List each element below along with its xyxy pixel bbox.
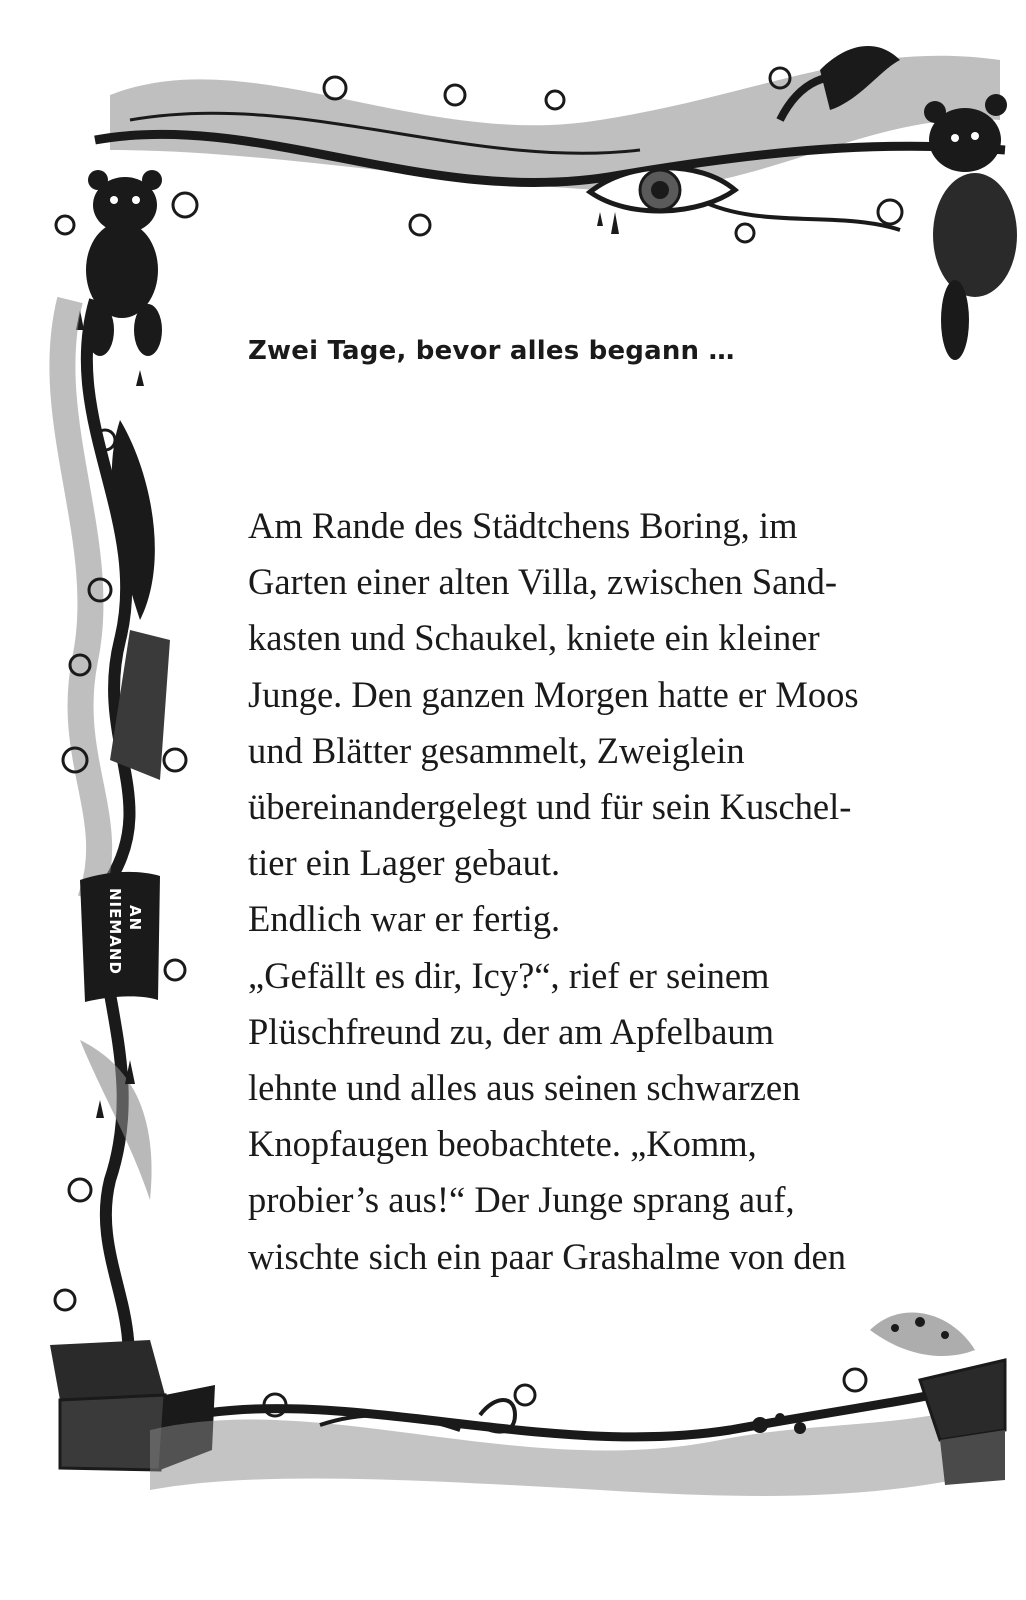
text-line: kasten und Schaukel, kniete ein kleiner	[248, 617, 820, 659]
left-vine-column	[55, 300, 186, 1400]
bottom-vine-band	[150, 1369, 1000, 1496]
text-line: tier ein Lager gebaut.	[248, 842, 561, 884]
text-line: Garten einer alten Villa, zwischen Sand-	[248, 561, 838, 603]
text-line: lehnte und alles aus seinen schwarzen	[248, 1067, 801, 1109]
text-line: Plüschfreund zu, der am Apfelbaum	[248, 1010, 775, 1052]
text-line: Am Rande des Städtchens Boring, im	[248, 505, 798, 546]
text-line: probier’s aus!“ Der Junge sprang auf,	[248, 1179, 795, 1221]
text-line: Knopfaugen beobachtete. „Komm,	[248, 1123, 757, 1165]
text-line: „Gefällt es dir, Icy?“, rief er seinem	[248, 954, 770, 996]
text-line: Junge. Den ganzen Morgen hatte er Moos	[248, 673, 859, 715]
text-line: und Blätter gesammelt, Zweiglein	[248, 729, 745, 771]
text-line: übereinandergelegt und für sein Kuschel-	[248, 786, 852, 828]
text-line: Endlich war er fertig.	[248, 898, 561, 940]
eye-illustration	[590, 168, 735, 234]
text-line: wischte sich ein paar Grashalme von den	[248, 1235, 846, 1277]
chapter-heading: Zwei Tage, bevor alles begann …	[248, 336, 735, 366]
body-text	[248, 498, 928, 1285]
banner-text-line2: NIEMAND	[106, 888, 124, 975]
banner-text-line1: AN	[126, 905, 144, 932]
banner-an-niemand	[80, 872, 160, 1002]
